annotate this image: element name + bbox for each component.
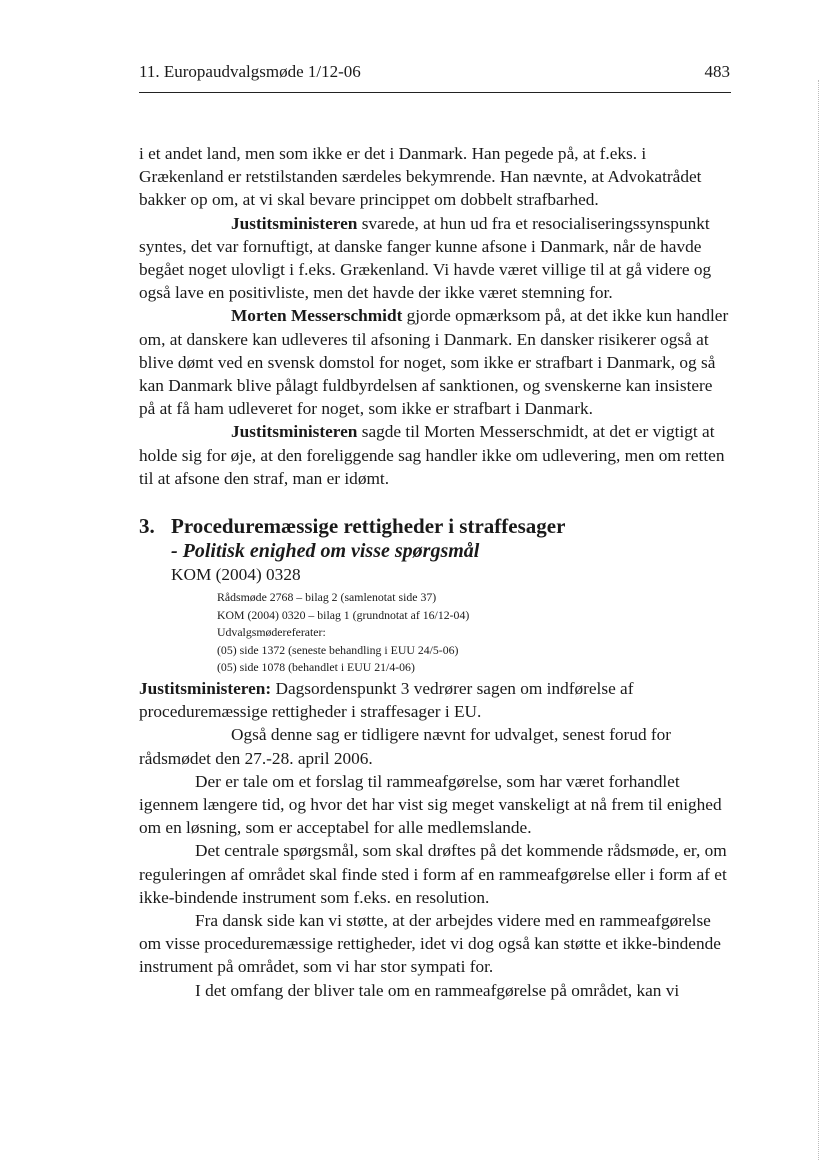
speaker-name: Justitsministeren [231,422,358,442]
speech-text: svarede, at hun ud fra et resocialiseringssynspunkt syntes, det var fornuftigt, at danske fanger kunne afsone i Danmark, når de havde begået noget ulovligt i f.eks. Grækenland. Vi havde været villige til at gå videre og også lave en positivliste, men det havde der ikke været stemning for. [139,213,712,303]
body-paragraph: Der er tale om et forslag til rammeafgørelse, som har været forhandlet igennem længere tid, og hvor det har vist sig meget vanskeligt at nå frem til enighed om en løsning, som er acceptabel for alle medlemslande. [139,771,722,838]
document-body [139,142,731,1002]
intro-paragraph: i et andet land, men som ikke er det i Danmark. Han pegede på, at f.eks. i Grækenland er retstilstanden særdeles bekymrende. Han nævnte, at Advokatrådet bakker op om, at vi skal bevare princippet om dobbelt strafbarhed. [139,144,702,210]
speaker-name: Morten Messerschmidt [231,306,403,326]
section-number: 3. [139,514,155,539]
body-paragraph: I det omfang der bliver tale om en rammeafgørelse på området, kan vi [195,980,680,1000]
speech-paragraph [139,212,731,305]
body-paragraph: Også denne sag er tidligere nævnt for udvalget, senest forud for rådsmødet den 27.-28. april 2006. [139,725,672,768]
section-subtitle: - Politisk enighed om visse spørgsmål [171,540,480,563]
reference-line: (05) side 1078 (behandlet i EUU 21/4-06) [217,660,415,675]
speaker-name: Justitsministeren [231,213,358,233]
body-paragraph: Fra dansk side kan vi støtte, at der arbejdes videre med en rammeafgørelse om visse proceduremæssige rettigheder, idet vi dog også kan støtte et ikke-bindende instrument på området, som vi har stor sympati for. [139,911,721,977]
speech-paragraph [139,420,731,490]
reference-line: Udvalgsmødereferater: [217,625,326,640]
speaker-name: Justitsministeren: [139,679,272,699]
page-number: 483 [704,62,730,81]
agenda-section [139,513,731,677]
reference-line: (05) side 1372 (seneste behandling i EUU 24/5-06) [217,642,459,657]
minister-statement [139,677,731,723]
speech-text: sagde til Morten Messerschmidt, at det er vigtigt at holde sig for øje, at den foreliggende sag handler ikke om udlevering, men om retten til at afsone den straf, man er idømt. [139,422,725,488]
section-kom-reference: KOM (2004) 0328 [171,565,301,585]
scan-edge-line [818,80,820,1160]
section-references [217,589,731,677]
header-title: 11. Europaudvalgsmøde 1/12-06 [139,62,361,81]
speech-text: gjorde opmærksom på, at det ikke kun handler om, at danskere kan udleveres til afsoning i Danmark. En dansker risikerer også at blive dømt ved en svensk domstol for noget, som ikke er strafbart i Danmark, og så kan Danmark blive pålagt fuldbyrdelsen af sanktionen, og svenskerne kan insistere på at få ham udleveret for noget, som ikke er strafbart i Danmark. [139,306,729,419]
reference-line: Rådsmøde 2768 – bilag 2 (samlenotat side 37) [217,590,437,605]
section-title: Proceduremæssige rettigheder i straffesager [171,514,566,539]
reference-line: KOM (2004) 0320 – bilag 1 (grundnotat af 16/12-04) [217,607,470,622]
header-rule [139,92,731,93]
speech-text: Dagsordenspunkt 3 vedrører sagen om indførelse af proceduremæssige rettigheder i straffesager i EU. [139,679,634,722]
speech-paragraph [139,304,731,420]
section-heading [139,513,731,539]
body-paragraph: Det centrale spørgsmål, som skal drøftes på det kommende rådsmøde, er, om reguleringen af området skal finde sted i form af en rammeafgørelse eller i form af et ikke-bindende instrument som f.eks. en resolution. [139,841,727,907]
